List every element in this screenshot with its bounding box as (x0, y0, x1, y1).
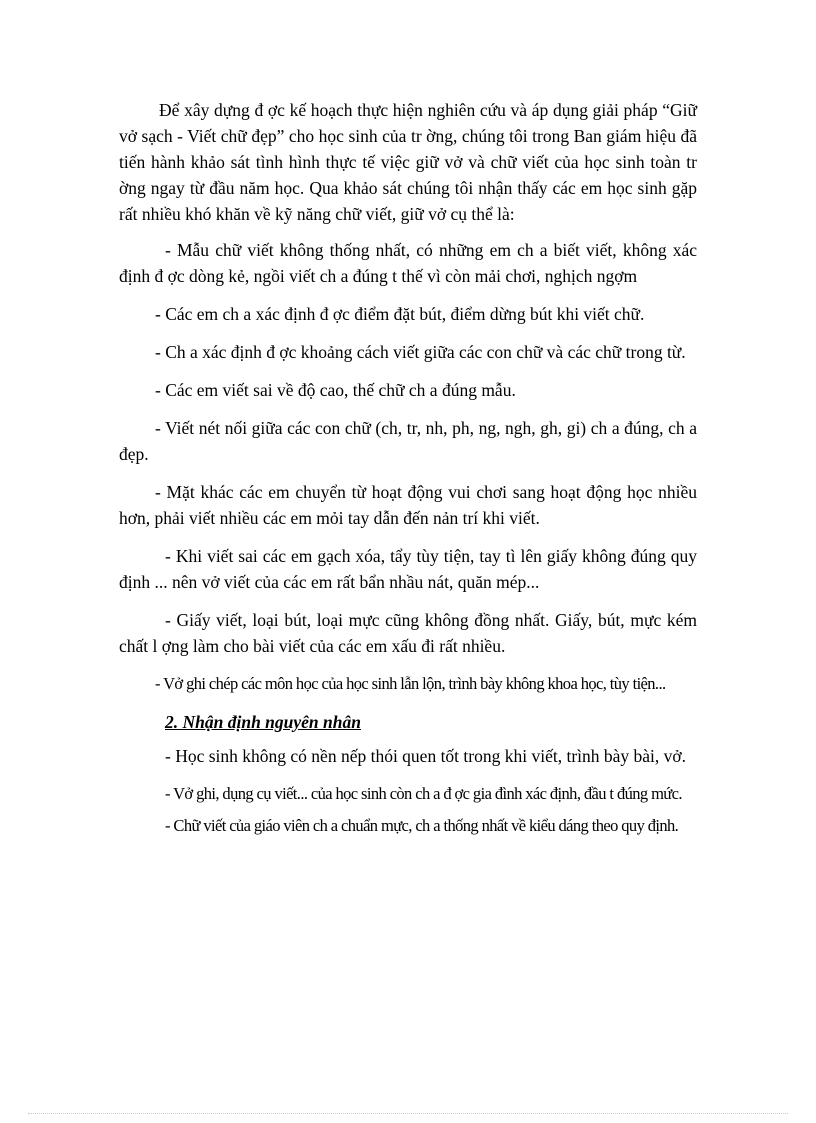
observation-paragraph: - Mặt khác các em chuyển từ hoạt động vui chơi sang hoạt động học nhiều hơn, phải viết nhiều các em mỏi tay dẫn đến nản trí khi viết. (119, 482, 697, 528)
observation-paragraph: - Vở ghi chép các môn học của học sinh lẫn lộn, trình bày không khoa học, tùy tiện... (155, 674, 666, 693)
observation-paragraph: - Mẫu chữ viết không thống nhất, có những em ch a biết viết, không xác định đ ợc dòng kẻ, ngồi viết ch a đúng t thế vì còn mải chơi, nghịch ngợm (119, 240, 697, 286)
intro-paragraph: Để xây dựng đ ợc kế hoạch thực hiện nghiên cứu và áp dụng giải pháp “Giữ vở sạch - Viết chữ đẹp” cho học sinh của tr ờng, chúng tôi trong Ban giám hiệu đã tiến hành khảo sát tình hình thực tế việc giữ vở và chữ viết của học sinh toàn tr ờng ngay từ đầu năm học. Qua khảo sát chúng tôi nhận thấy các em học sinh gặp rất nhiều khó khăn về kỹ năng chữ viết, giữ vở cụ thể là: (119, 100, 697, 224)
observation-paragraph: - Ch a xác định đ ợc khoảng cách viết giữa các con chữ và các chữ trong từ. (155, 342, 686, 362)
page-bottom-divider (28, 1113, 788, 1114)
observation-paragraph: - Các em viết sai về độ cao, thế chữ ch a đúng mẫu. (155, 380, 516, 400)
cause-paragraph: - Chữ viết của giáo viên ch a chuẩn mực, ch a thống nhất về kiểu dáng theo quy định. (165, 816, 679, 835)
observation-paragraph: - Các em ch a xác định đ ợc điểm đặt bút, điểm dừng bút khi viết chữ. (155, 304, 645, 324)
observation-paragraph: - Viết nét nối giữa các con chữ (ch, tr, nh, ph, ng, ngh, gh, gi) ch a đúng, ch a đẹp. (119, 418, 697, 464)
section-heading: 2. Nhận định nguyên nhân (165, 712, 361, 732)
document-body (119, 97, 697, 851)
observation-paragraph: - Giấy viết, loại bút, loại mực cũng không đồng nhất. Giấy, bút, mực kém chất l ợng làm cho bài viết của các em xấu đi rất nhiều. (119, 610, 697, 656)
cause-paragraph: - Vở ghi, dụng cụ viết... của học sinh còn ch a đ ợc gia đình xác định, đầu t đúng mức. (165, 784, 682, 803)
cause-paragraph: - Học sinh không có nền nếp thói quen tốt trong khi viết, trình bày bài, vở. (165, 746, 687, 766)
observation-paragraph: - Khi viết sai các em gạch xóa, tẩy tùy tiện, tay tì lên giấy không đúng quy định ... nên vở viết của các em rất bẩn nhầu nát, quăn mép... (119, 546, 697, 592)
